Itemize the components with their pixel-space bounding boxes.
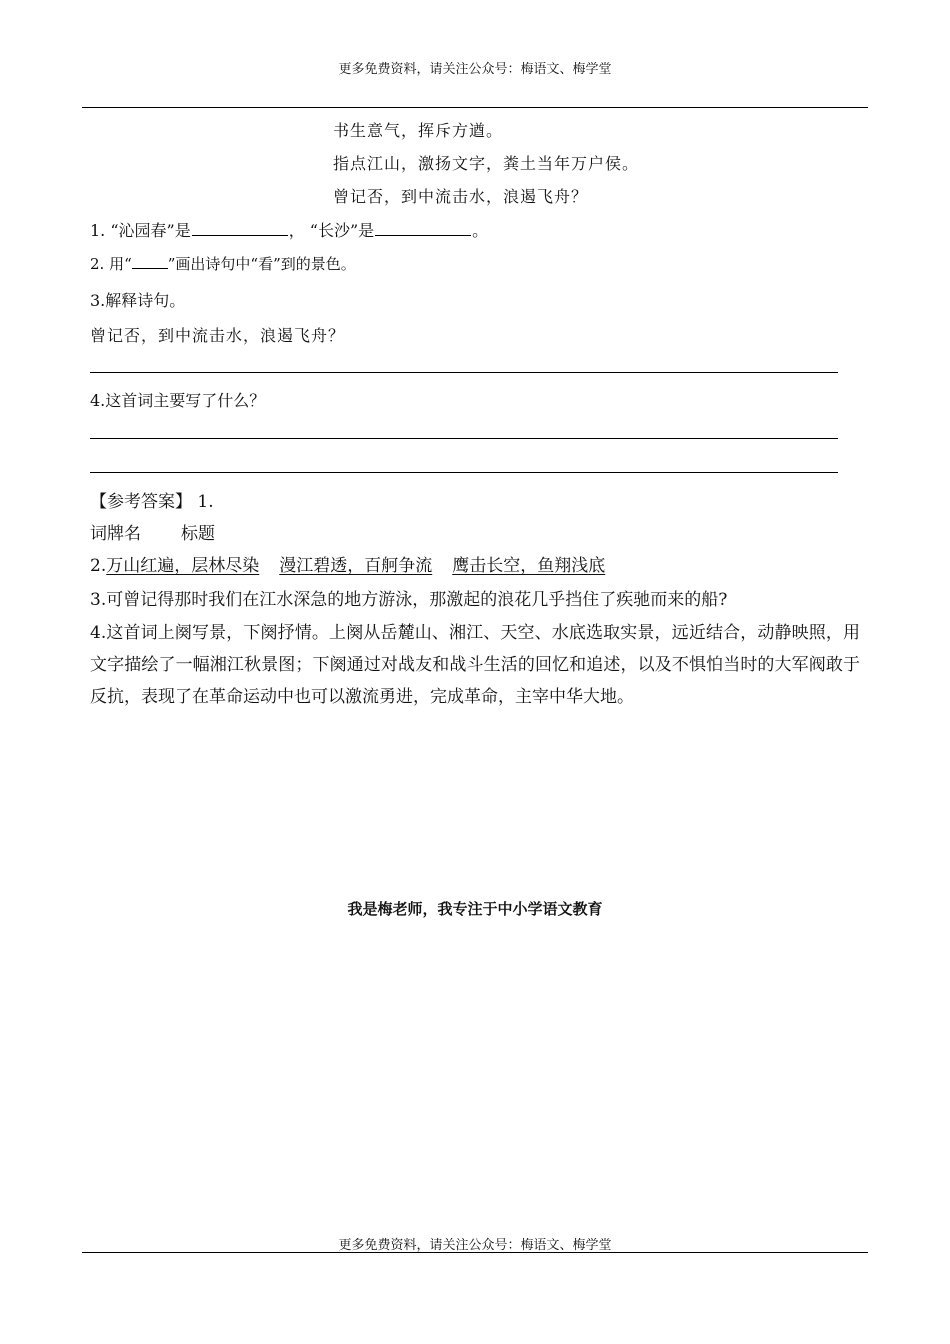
question-1 (90, 218, 488, 241)
answer-1 (90, 519, 215, 544)
poem-line-2: 指点江山，激扬文字，粪土当年万户侯。 (333, 154, 640, 173)
answer-2-prefix: 2. (90, 556, 107, 576)
footer-divider (82, 1252, 868, 1253)
answer-line-q4-2[interactable] (90, 472, 838, 473)
answer-2-item-2: 漫江碧透，百舸争流 (279, 556, 433, 576)
answer-2 (90, 551, 605, 576)
answers-heading: 【参考答案】 1. (90, 492, 214, 512)
teacher-note: 我是梅老师，我专注于中小学语文教育 (347, 900, 603, 918)
answer-line-q4-1[interactable] (90, 438, 838, 439)
answer-2-item-3: 鹰击长空，鱼翔浅底 (452, 556, 606, 576)
header-divider (82, 107, 868, 108)
question-2 (90, 253, 356, 274)
poem-line-3: 曾记否，到中流击水，浪遏飞舟？ (333, 187, 589, 206)
answer-1-part-2: 标题 (181, 524, 215, 544)
question-2-prefix: 2. 用“ (90, 255, 132, 273)
question-1-suffix: 。 (472, 221, 489, 240)
question-1-prefix: 1. “沁园春”是 (90, 221, 191, 240)
answer-3: 3.可曾记得那时我们在江水深急的地方游泳，那激起的浪花几乎挡住了疾驰而来的船? (90, 590, 728, 610)
page-footer: 更多免费资料，请关注公众号：梅语文、梅学堂 (338, 1238, 612, 1253)
question-4-label: 4.这首词主要写了什么？ (90, 391, 266, 410)
answer-4: 4.这首词上阕写景，下阕抒情。上阕从岳麓山、湘江、天空、水底选取实景，远近结合，动静映照，用文字描绘了一幅湘江秋景图；下阕通过对战友和战斗生活的回忆和追述，以及不惧怕当时的大军阀敢于反抗，表现了在革命运动中也可以激流勇进，完成革命，主宰中华大地。 (90, 623, 860, 707)
poem-line-1: 书生意气，挥斥方遒。 (333, 121, 504, 140)
underline-marker (132, 256, 168, 269)
answer-blank-2[interactable] (375, 221, 471, 236)
page-header: 更多免费资料，请关注公众号：梅语文、梅学堂 (338, 62, 612, 77)
question-2-suffix: ”画出诗句中“看”到的景色。 (167, 255, 356, 273)
question-3-label: 3.解释诗句。 (90, 291, 186, 310)
question-1-middle: ， “长沙”是 (288, 221, 375, 240)
answer-blank-1[interactable] (192, 221, 288, 236)
answer-1-part-1: 词牌名 (90, 524, 141, 544)
answer-line-q3[interactable] (90, 372, 838, 373)
question-3-line: 曾记否，到中流击水，浪遏飞舟？ (90, 326, 346, 345)
answer-2-item-1: 万山红遍，层林尽染 (106, 556, 260, 576)
